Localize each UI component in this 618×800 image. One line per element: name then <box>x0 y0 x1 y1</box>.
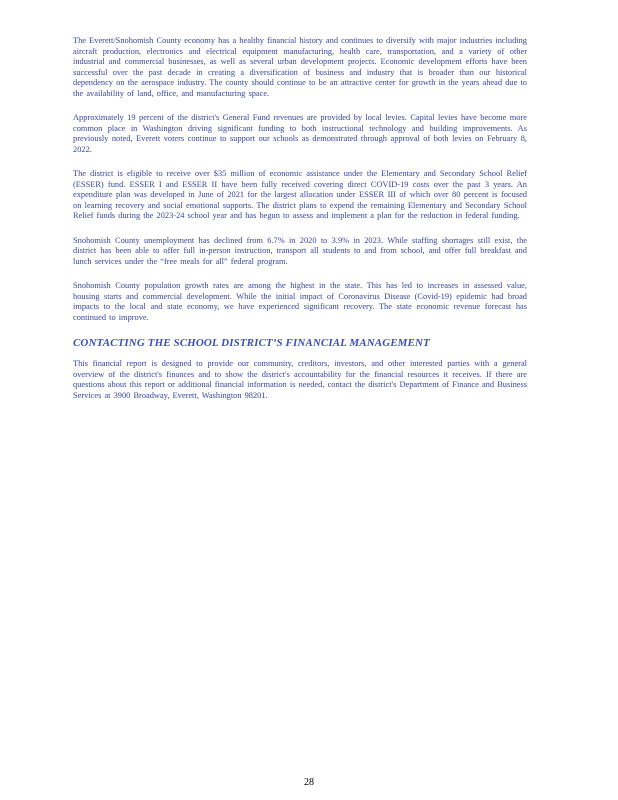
page-number: 28 <box>304 777 314 788</box>
population-paragraph: Snohomish County population growth rates are among the highest in the state. This has led to increases in assessed value, housing starts and commercial development. While the initial impact of Coronavirus Disease (Covid-19) epidemic had broad impacts to the local and state economy, we have experienced significant recovery. The state economic revenue forecast has continued to improve. <box>73 281 527 322</box>
contact-paragraph: This financial report is designed to provide our community, creditors, investors, and other interested parties with a general overview of the district's finances and to show the district's accountability for the financial resources it receives. If there are questions about this report or additional financial information is needed, contact the district's Department of Finance and Business Services at 3900 Broadway, Everett, Washington 98201. <box>73 359 527 400</box>
report-page <box>73 36 527 415</box>
section-heading: CONTACTING THE SCHOOL DISTRICT’S FINANCIAL MANAGEMENT <box>73 337 430 349</box>
unemployment-paragraph: Snohomish County unemployment has declined from 6.7% in 2020 to 3.9% in 2023. While staffing shortages still exist, the district has been able to offer full in-person instruction, transport all students to and from school, and offer full breakfast and lunch services under the “free meals for all” federal program. <box>73 235 527 266</box>
esser-paragraph: The district is eligible to receive over $35 million of economic assistance under the Elementary and Secondary School Relief (ESSER) fund. ESSER I and ESSER II have been fully received covering direct COVID-19 costs over the past 3 years. An expenditure plan was developed in June of 2021 for the largest allocation under ESSER III of which over 80 percent is focused on learning recovery and social emotional supports. The district plans to expend the remaining Elementary and Secondary School Relief funds during the 2023-24 school year and has begun to assess and implement a plan for the reduction in federal funding. <box>73 169 527 220</box>
economy-paragraph: The Everett/Snohomish County economy has a healthy financial history and continues to diversify with major industries including aircraft production, electronics and electrical equipment manufacturing, health care, transportation, and a variety of other industrial and commercial businesses, as well as several urban development projects. Economic development efforts have been successful over the past decade in creating a diversification of business and industry that is broader than our historical dependency on the aerospace industry. The county should continue to be an attractive center for growth in the years ahead due to the availability of land, office, and manufacturing space. <box>73 36 527 98</box>
levies-paragraph: Approximately 19 percent of the district's General Fund revenues are provided by local levies. Capital levies have become more common place in Washington driving significant funding to both instructional technology and building improvements. As previously noted, Everett voters continue to support our schools as demonstrated through approval of both levies on February 8, 2022. <box>73 113 527 154</box>
